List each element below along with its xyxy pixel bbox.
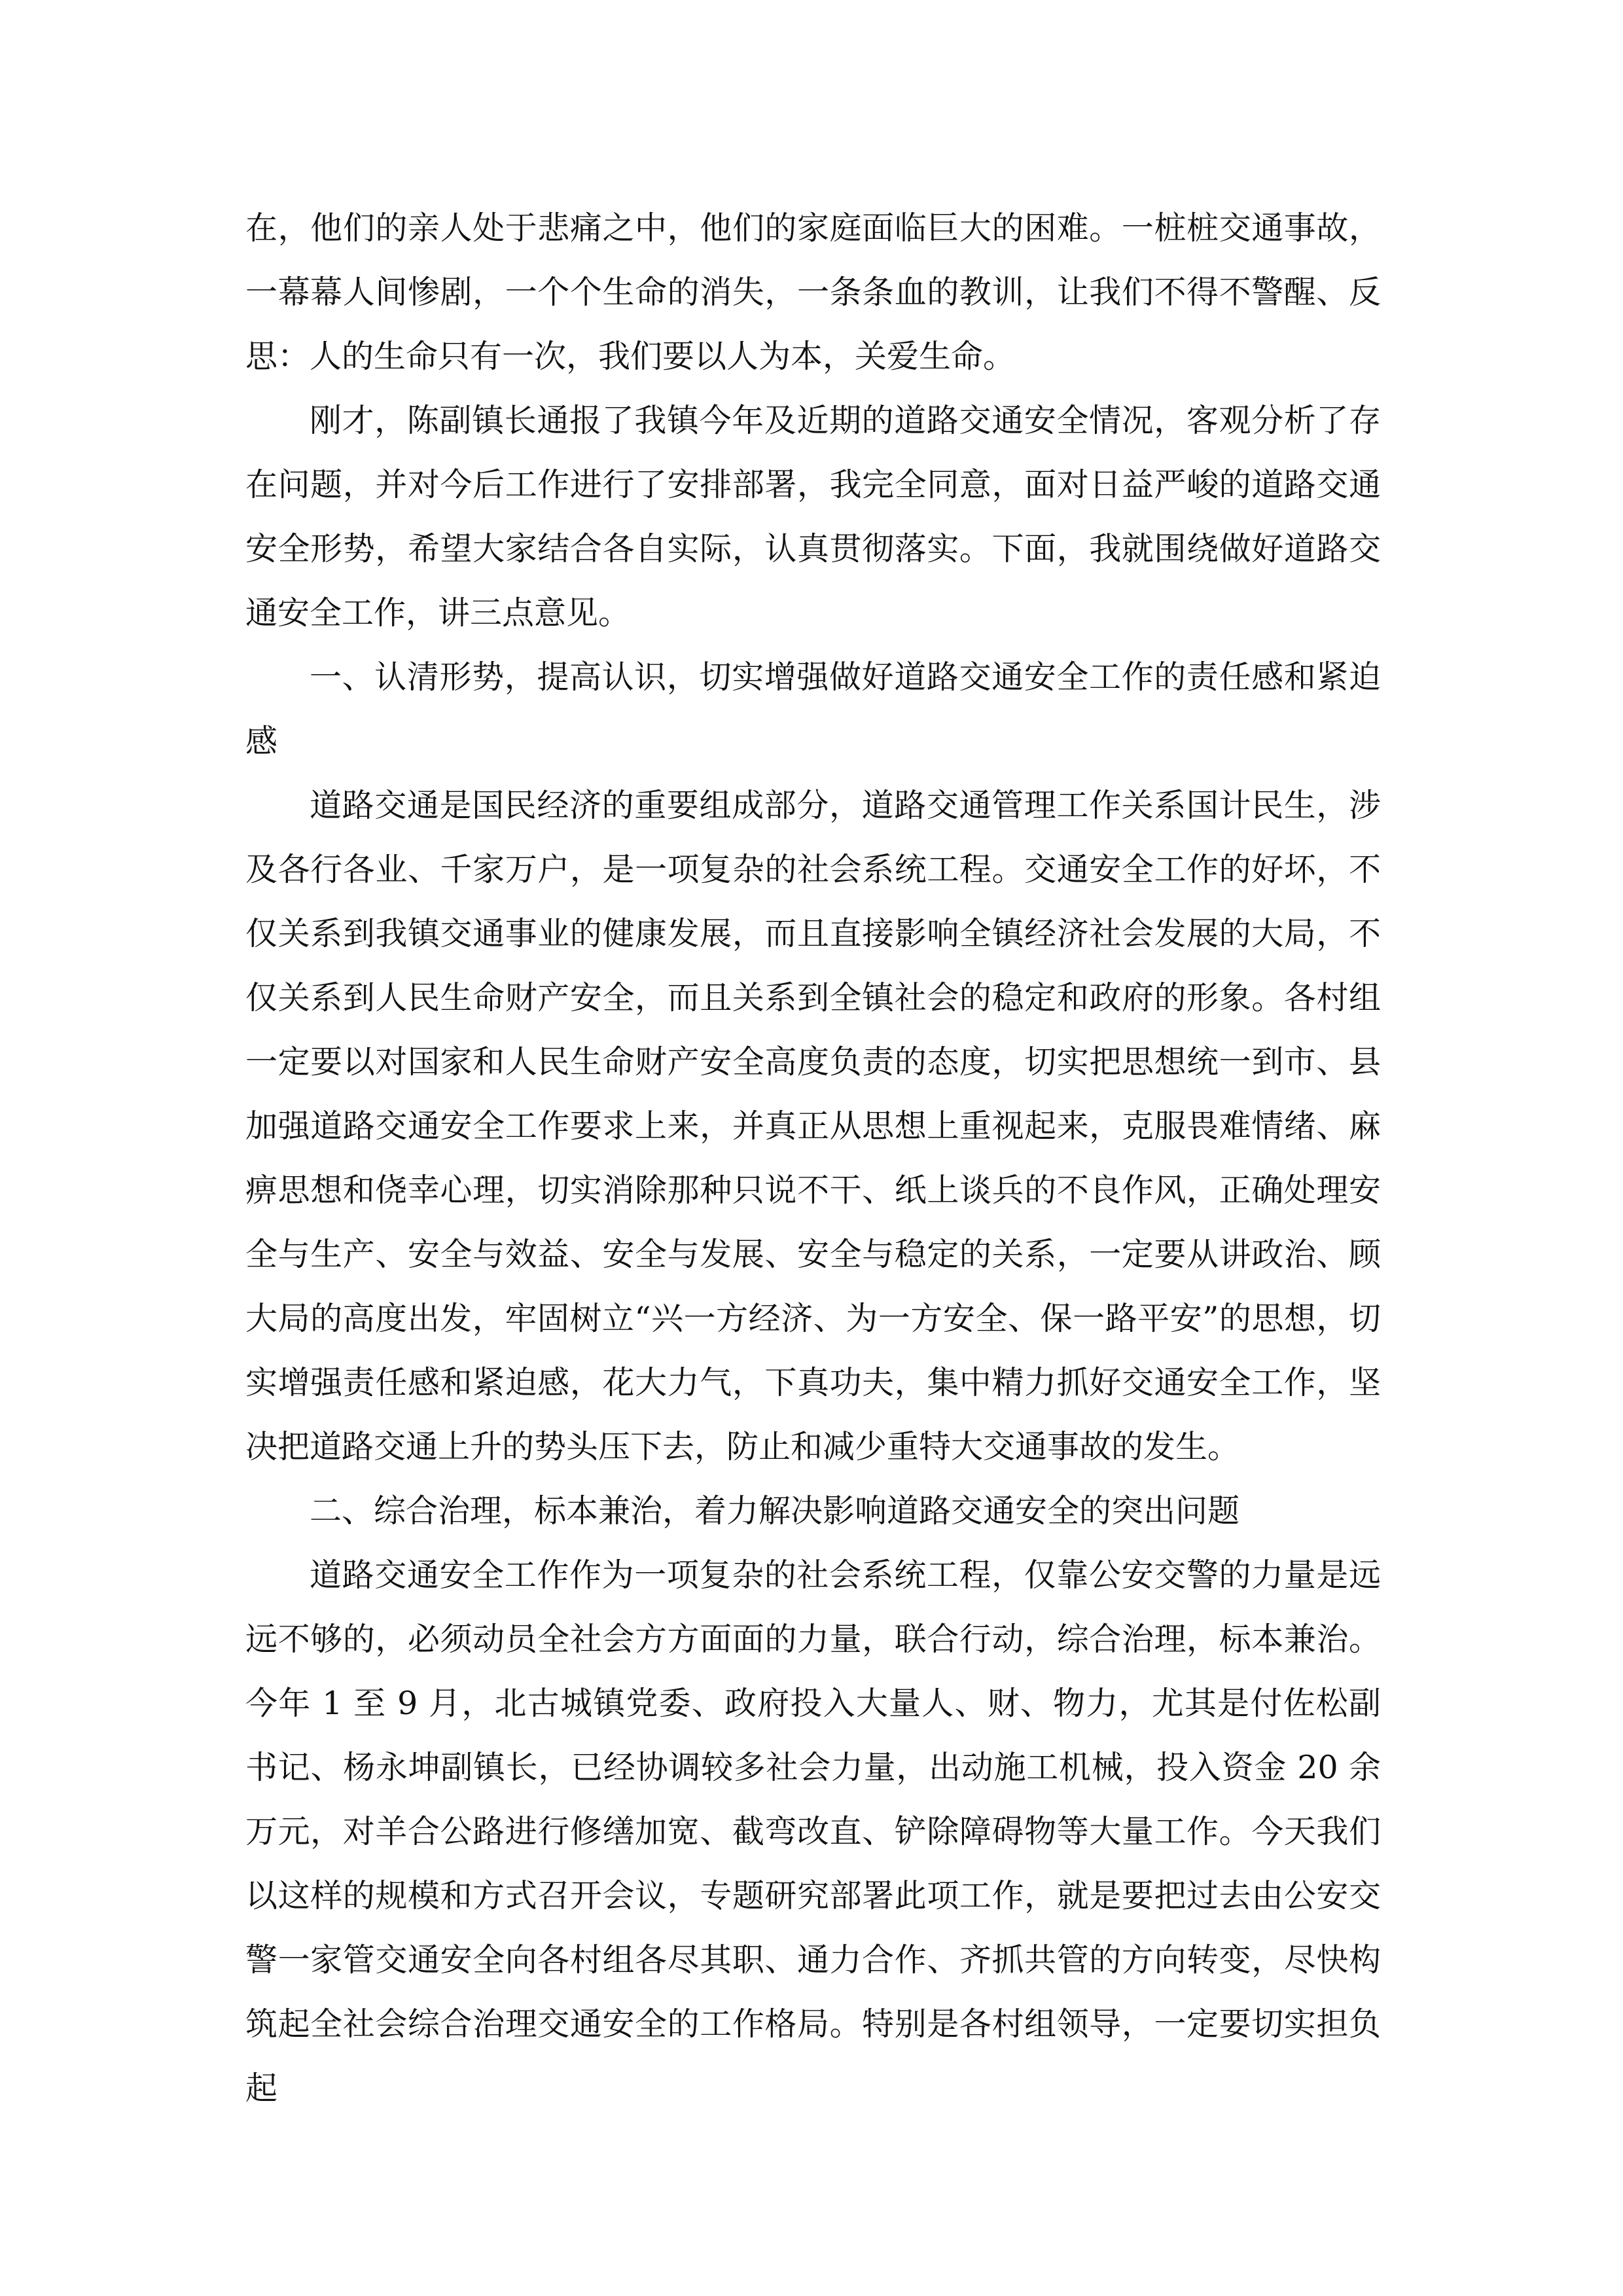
section-heading-2: 二、综合治理，标本兼治，着力解决影响道路交通安全的突出问题 <box>310 1492 1240 1530</box>
paragraph-continuation: 在，他们的亲人处于悲痛之中，他们的家庭面临巨大的困难。一桩桩交通事故，一幕幕人间惨剧，一个个生命的消失，一条条血的教训，让我们不得不警醒、反思：人的生命只有一次，我们要以人为本，关爱生命。 <box>245 209 1381 375</box>
paragraph-section-2-body: 道路交通安全工作作为一项复杂的社会系统工程，仅靠公安交警的力量是远远不够的，必须动员全社会方方面面的力量，联合行动，综合治理，标本兼治。今年 1 至 9 月，北古城镇党委、政府投入大量人、财、物力，尤其是付佐松副书记、杨永坤副镇长，已经协调较多社会力量，出动施工机械，投入资金 20 余万元，对羊合公路进行修缮加宽、截弯改直、铲除障碍物等大量工作。今天我们以这样的规模和方式召开会议，专题研究部署此项工作，就是要把过去由公安交警一家管交通安全向各村组各尽其职、通力合作、齐抓共管的方向转变，尽快构筑起全社会综合治理交通安全的工作格局。特别是各村组领导，一定要切实担负起 <box>245 1556 1381 2107</box>
document-page <box>245 196 1381 2121</box>
paragraph-section-1-body: 道路交通是国民经济的重要组成部分，道路交通管理工作关系国计民生，涉及各行各业、千家万户，是一项复杂的社会系统工程。交通安全工作的好坏，不仅关系到我镇交通事业的健康发展，而且直接影响全镇经济社会发展的大局，不仅关系到人民生命财产安全，而且关系到全镇社会的稳定和政府的形象。各村组一定要以对国家和人民生命财产安全高度负责的态度，切实把思想统一到市、县加强道路交通安全工作要求上来，并真正从思想上重视起来，克服畏难情绪、麻痹思想和侥幸心理，切实消除那种只说不干、纸上谈兵的不良作风，正确处理安全与生产、安全与效益、安全与发展、安全与稳定的关系，一定要从讲政治、顾大局的高度出发，牢固树立“兴一方经济、为一方安全、保一路平安”的思想，切实增强责任感和紧迫感，花大力气，下真功夫，集中精力抓好交通安全工作，坚决把道路交通上升的势头压下去，防止和减少重特大交通事故的发生。 <box>245 787 1381 1465</box>
section-heading-1: 一、认清形势，提高认识，切实增强做好道路交通安全工作的责任感和紧迫感 <box>245 658 1381 760</box>
paragraph-briefing: 刚才，陈副镇长通报了我镇今年及近期的道路交通安全情况，客观分析了存在问题，并对今后工作进行了安排部署，我完全同意，面对日益严峻的道路交通安全形势，希望大家结合各自实际，认真贯彻落实。下面，我就围绕做好道路交通安全工作，讲三点意见。 <box>245 402 1381 632</box>
